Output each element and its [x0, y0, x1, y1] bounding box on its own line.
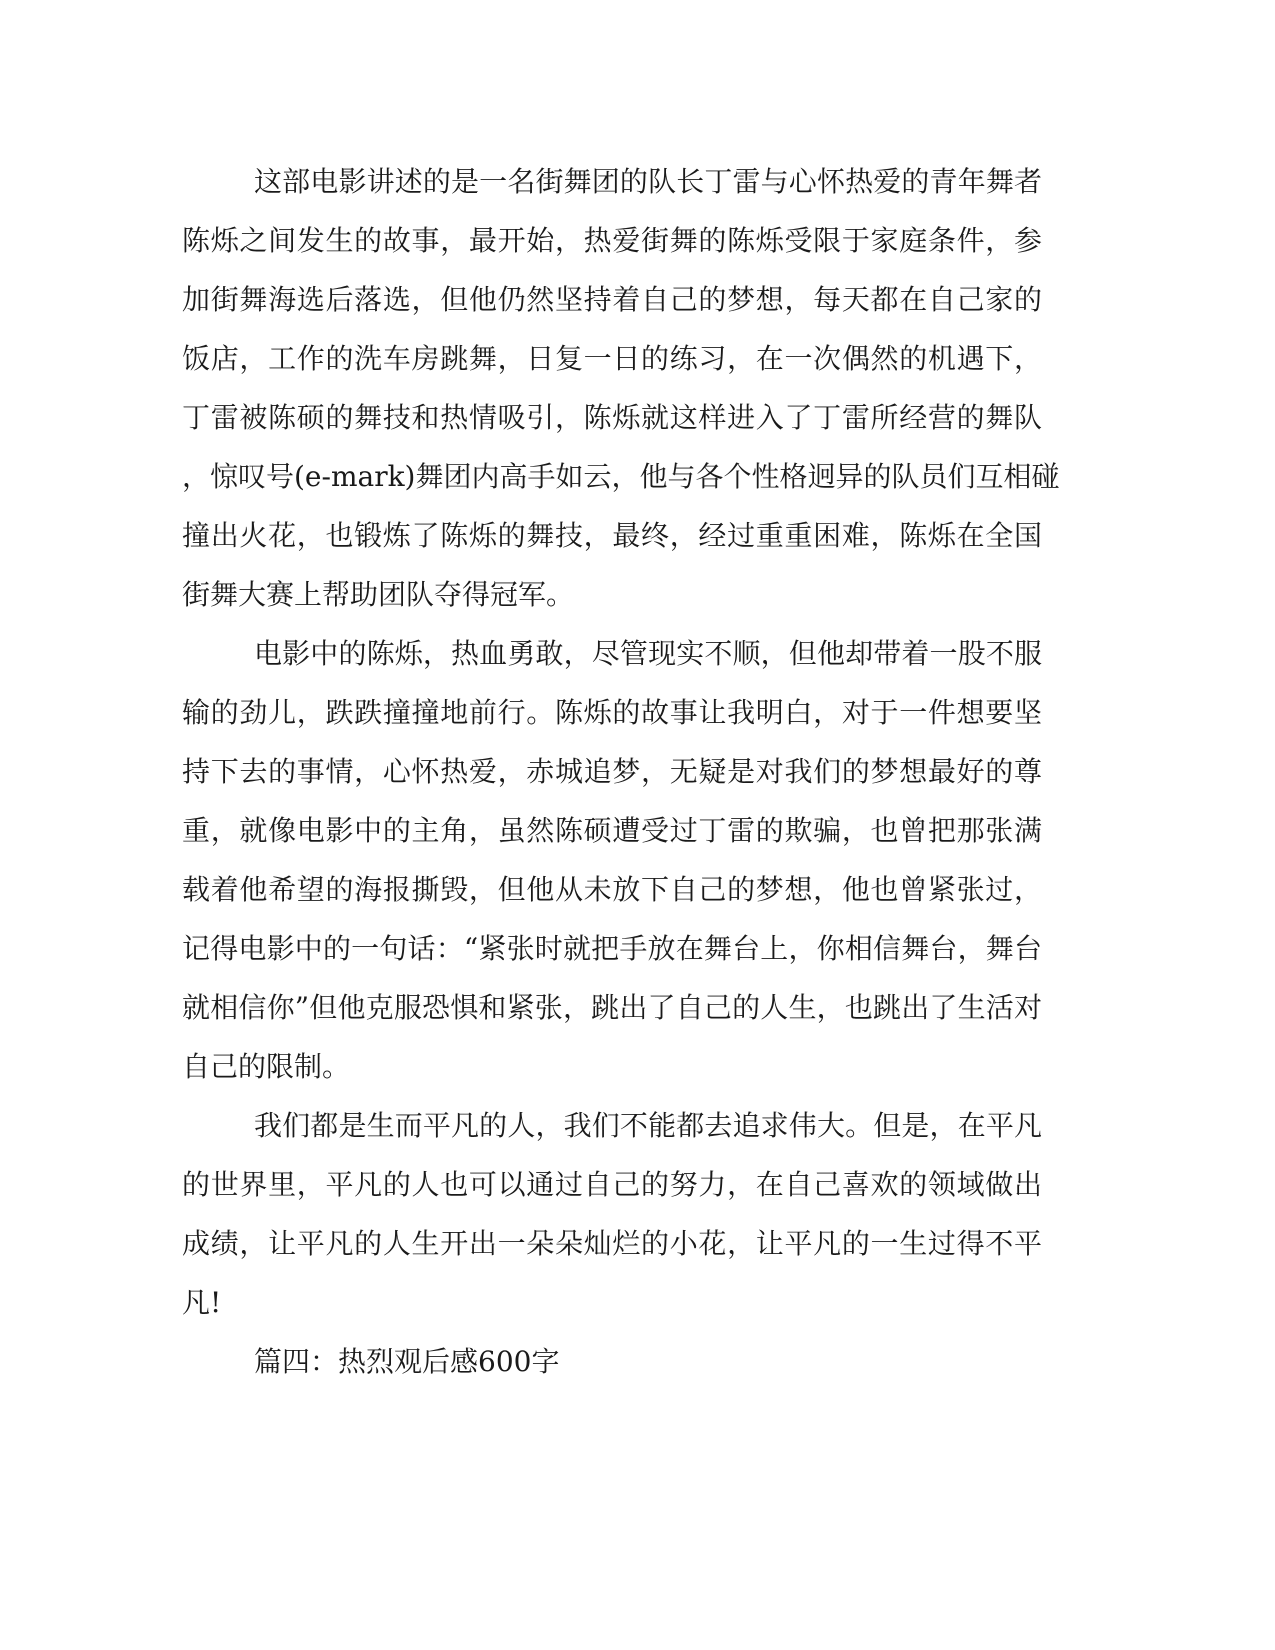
- paragraph-3-line-2: 的世界里，平凡的人也可以通过自己的努力，在自己喜欢的领域做出: [182, 1168, 1042, 1201]
- paragraph-1-line-4: 饭店，工作的洗车房跳舞，日复一日的练习，在一次偶然的机遇下，: [182, 342, 1042, 375]
- paragraph-1-line-8: 街舞大赛上帮助团队夺得冠军。: [182, 578, 575, 611]
- section-heading: 篇四：热烈观后感600字: [254, 1345, 560, 1378]
- paragraph-2-line-4: 重，就像电影中的主角，虽然陈硕遭受过丁雷的欺骗，也曾把那张满: [182, 814, 1042, 847]
- paragraph-3-line-3: 成绩，让平凡的人生开出一朵朵灿烂的小花，让平凡的一生过得不平: [182, 1227, 1042, 1260]
- paragraph-2-line-3: 持下去的事情，心怀热爱，赤城追梦，无疑是对我们的梦想最好的尊: [182, 755, 1042, 788]
- paragraph-2-line-8: 自己的限制。: [182, 1050, 351, 1083]
- paragraph-3-line-1: 我们都是生而平凡的人，我们不能都去追求伟大。但是，在平凡: [254, 1109, 1042, 1142]
- paragraph-1-line-7: 撞出火花，也锻炼了陈烁的舞技，最终，经过重重困难，陈烁在全国: [182, 519, 1042, 552]
- paragraph-2-line-7: 就相信你”但他克服恐惧和紧张，跳出了自己的人生，也跳出了生活对: [182, 991, 1042, 1024]
- paragraph-2-line-2: 输的劲儿，跌跌撞撞地前行。陈烁的故事让我明白，对于一件想要坚: [182, 696, 1042, 729]
- paragraph-1-line-5: 丁雷被陈硕的舞技和热情吸引，陈烁就这样进入了丁雷所经营的舞队: [182, 401, 1042, 434]
- paragraph-3-line-4: 凡!: [182, 1286, 222, 1319]
- paragraph-1-line-2: 陈烁之间发生的故事，最开始，热爱街舞的陈烁受限于家庭条件，参: [182, 224, 1042, 257]
- paragraph-1-line-1: 这部电影讲述的是一名街舞团的队长丁雷与心怀热爱的青年舞者: [254, 165, 1042, 198]
- paragraph-2-line-5: 载着他希望的海报撕毁，但他从未放下自己的梦想，他也曾紧张过，: [182, 873, 1042, 906]
- paragraph-2-line-6: 记得电影中的一句话：“紧张时就把手放在舞台上，你相信舞台，舞台: [182, 932, 1042, 965]
- paragraph-2-line-1: 电影中的陈烁，热血勇敢，尽管现实不顺，但他却带着一股不服: [254, 637, 1042, 670]
- paragraph-1-line-6: ，惊叹号(e-mark)舞团内高手如云，他与各个性格迥异的队员们互相碰: [182, 460, 1060, 493]
- paragraph-1-line-3: 加街舞海选后落选，但他仍然坚持着自己的梦想，每天都在自己家的: [182, 283, 1042, 316]
